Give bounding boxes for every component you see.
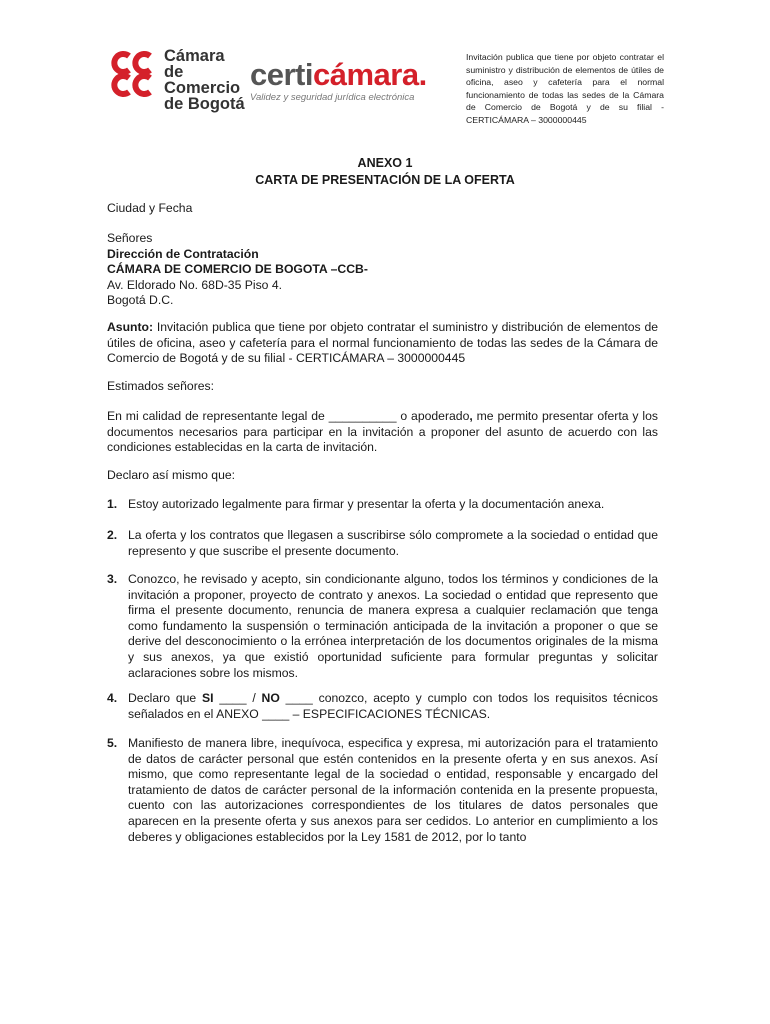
list-item xyxy=(107,691,658,722)
city-date: Ciudad y Fecha xyxy=(107,201,193,215)
ccb-logo-line2: de Comercio xyxy=(164,63,241,97)
list-item-text xyxy=(128,691,658,722)
list-item xyxy=(107,572,658,681)
ccb-logo-line3: de Bogotá xyxy=(164,95,245,113)
item4-si: SI xyxy=(202,691,214,705)
intro-part1: En mi calidad de representante legal de __________ o apoderado xyxy=(107,409,470,423)
list-item xyxy=(107,736,658,845)
header-note: Invitación publica que tiene por objeto contratar el suministro y distribución de elementos de útiles de oficina, aseo y cafetería para el normal funcionamiento de todas las sedes de la Cámara de Comercio de Bogotá y de su filial - CERTICÁMARA – 3000000445 xyxy=(466,52,664,125)
list-item xyxy=(107,528,658,559)
ccb-logo-line1: Cámara xyxy=(164,47,225,65)
list-item-number: 1. xyxy=(107,497,118,511)
page-subtitle: CARTA DE PRESENTACIÓN DE LA OFERTA xyxy=(255,173,515,187)
list-item-number: 4. xyxy=(107,691,118,705)
addressee-line1: Dirección de Contratación xyxy=(107,246,259,261)
list-item-text: La oferta y los contratos que llegasen a suscribirse sólo compromete a la sociedad o entidad que represento y que suscribe el presente documento. xyxy=(128,528,658,558)
intro-paragraph xyxy=(107,409,658,456)
ccb-logo-mark-icon xyxy=(108,50,158,98)
intro-part2: , xyxy=(469,409,473,423)
certicamara-word-part2: cámara. xyxy=(312,57,427,92)
ccb-logo xyxy=(108,47,248,113)
list-item-text: Conozco, he revisado y acepto, sin condicionante alguno, todos los términos y condiciones de la invitación a proponer, proyecto de contrato y anexos. La sociedad o entidad que represento que firma el presente documento, renuncia de manera expresa a cualquier reclamación que tenga como fundamento la suspensión o terminación anticipada de la invitación a proponer o que se derive del desconocimiento o la errónea interpretación de los documentos originales de la misma y sus anexos, ya que existió oportunidad suficiente para formular preguntas y solicitar aclaraciones sobre los mismos. xyxy=(128,572,658,680)
list-item-number: 2. xyxy=(107,528,118,542)
certicamara-tagline: Validez y seguridad jurídica electrónica xyxy=(250,92,415,103)
addressee-line4: Bogotá D.C. xyxy=(107,293,174,308)
salutation: Señores xyxy=(107,231,153,245)
declare-line: Declaro así mismo que: xyxy=(107,468,236,482)
list-item-text: Estoy autorizado legalmente para firmar y presentar la oferta y la documentación anexa. xyxy=(128,497,605,511)
list-item xyxy=(107,497,658,513)
certicamara-word-part1: certi xyxy=(250,57,313,92)
list-item-number: 3. xyxy=(107,572,118,586)
addressee-block xyxy=(107,231,658,309)
addressee-line2: CÁMARA DE COMERCIO DE BOGOTA –CCB- xyxy=(107,262,368,277)
certicamara-logo xyxy=(250,57,427,105)
certicamara-wordmark xyxy=(250,57,427,92)
item4-no: NO xyxy=(261,691,280,705)
list-item-text: Manifiesto de manera libre, inequívoca, especifica y expresa, mi autorización para el tratamiento de datos de carácter personal que estén contenidos en la presente oferta y en sus anexos. Así mismo, que como representante legal de la sociedad o entidad, responsable y encargado del tratamiento de datos de carácter personal de la información contenida en la presente propuesta, cuento con las autorizaciones correspondientes de los titulares de datos personales que aparecen en la presente oferta y sus anexos para ser cedidos. Lo anterior en cumplimiento a los deberes y obligaciones establecidos por la Ley 1581 de 2012, por lo tanto xyxy=(128,736,658,844)
item4-text3: ____ conozco, acepto y cumplo con todos los requisitos técnicos señalados en el ANEXO ____ – ESPECIFICACIONES TÉCNICAS. xyxy=(128,691,658,721)
subject-text: Invitación publica que tiene por objeto contratar el suministro y distribución de elementos de útiles de oficina, aseo y cafetería para el normal funcionamiento de todas las sedes de la Cámara de Comercio de Bogotá y de su filial - CERTICÁMARA – 3000000445 xyxy=(107,320,658,366)
addressee-line3: Av. Eldorado No. 68D-35 Piso 4. xyxy=(107,277,283,292)
ccb-logo-text xyxy=(164,48,248,112)
subject-paragraph xyxy=(107,320,658,367)
intro-part3: me permito presentar oferta y los documentos necesarios para participar en la invitación a proponer del asunto de acuerdo con las condiciones establecidas en la carta de invitación. xyxy=(107,409,658,455)
subject-label: Asunto: xyxy=(107,320,154,334)
list-item-number: 5. xyxy=(107,736,118,750)
greeting: Estimados señores: xyxy=(107,379,215,393)
item4-text2: ____ / xyxy=(213,691,262,705)
item4-text1: Declaro que xyxy=(128,691,203,705)
page-title: ANEXO 1 xyxy=(357,156,413,170)
